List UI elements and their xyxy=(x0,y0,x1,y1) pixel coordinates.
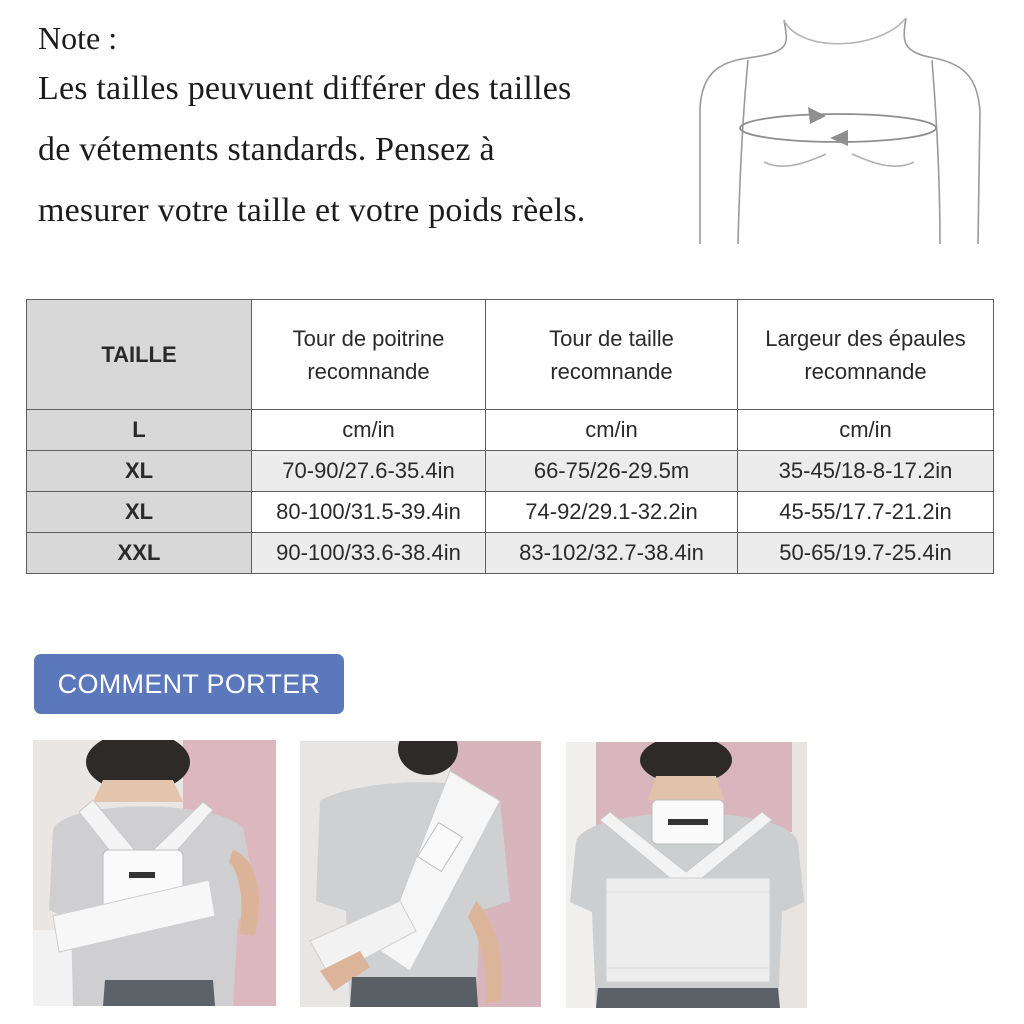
waist-cell: 74-92/29.1-32.2in xyxy=(486,492,738,533)
size-cell: XL xyxy=(27,451,252,492)
size-chart-table xyxy=(26,299,994,574)
shoulder-cell: 45-55/17.7-21.2in xyxy=(738,492,994,533)
wearing-step-3-photo xyxy=(566,742,807,1008)
table-row xyxy=(27,533,994,574)
size-note xyxy=(38,18,718,241)
size-cell: XXL xyxy=(27,533,252,574)
chest-cell: 90-100/33.6-38.4in xyxy=(252,533,486,574)
header-size: TAILLE xyxy=(27,300,252,410)
note-label: Note : xyxy=(38,20,118,56)
how-to-wear-button[interactable]: COMMENT PORTER xyxy=(34,654,344,714)
shoulder-cell: 35-45/18-8-17.2in xyxy=(738,451,994,492)
waist-cell: 83-102/32.7-38.4in xyxy=(486,533,738,574)
header-shoulder: Largeur des épaules recomnande xyxy=(738,300,994,410)
chest-cell: 70-90/27.6-35.4in xyxy=(252,451,486,492)
shoulder-cell: cm/in xyxy=(738,410,994,451)
shoulder-cell: 50-65/19.7-25.4in xyxy=(738,533,994,574)
table-row xyxy=(27,410,994,451)
waist-cell: cm/in xyxy=(486,410,738,451)
note-line-3: mesurer votre taille et votre poids rèels. xyxy=(38,192,586,229)
wearing-step-1-photo xyxy=(33,740,276,1006)
chest-cell: 80-100/31.5-39.4in xyxy=(252,492,486,533)
torso-measure-icon xyxy=(688,12,988,244)
header-waist: Tour de taille recomnande xyxy=(486,300,738,410)
size-cell: L xyxy=(27,410,252,451)
wearing-step-2-photo xyxy=(300,741,541,1007)
table-row xyxy=(27,492,994,533)
table-header-row xyxy=(27,300,994,410)
size-cell: XL xyxy=(27,492,252,533)
waist-cell: 66-75/26-29.5m xyxy=(486,451,738,492)
table-row xyxy=(27,451,994,492)
header-chest: Tour de poitrine recomnande xyxy=(252,300,486,410)
chest-cell: cm/in xyxy=(252,410,486,451)
note-line-1: Les tailles peuvuent différer des tailles xyxy=(38,70,572,107)
note-line-2: de vétements standards. Pensez à xyxy=(38,131,495,168)
